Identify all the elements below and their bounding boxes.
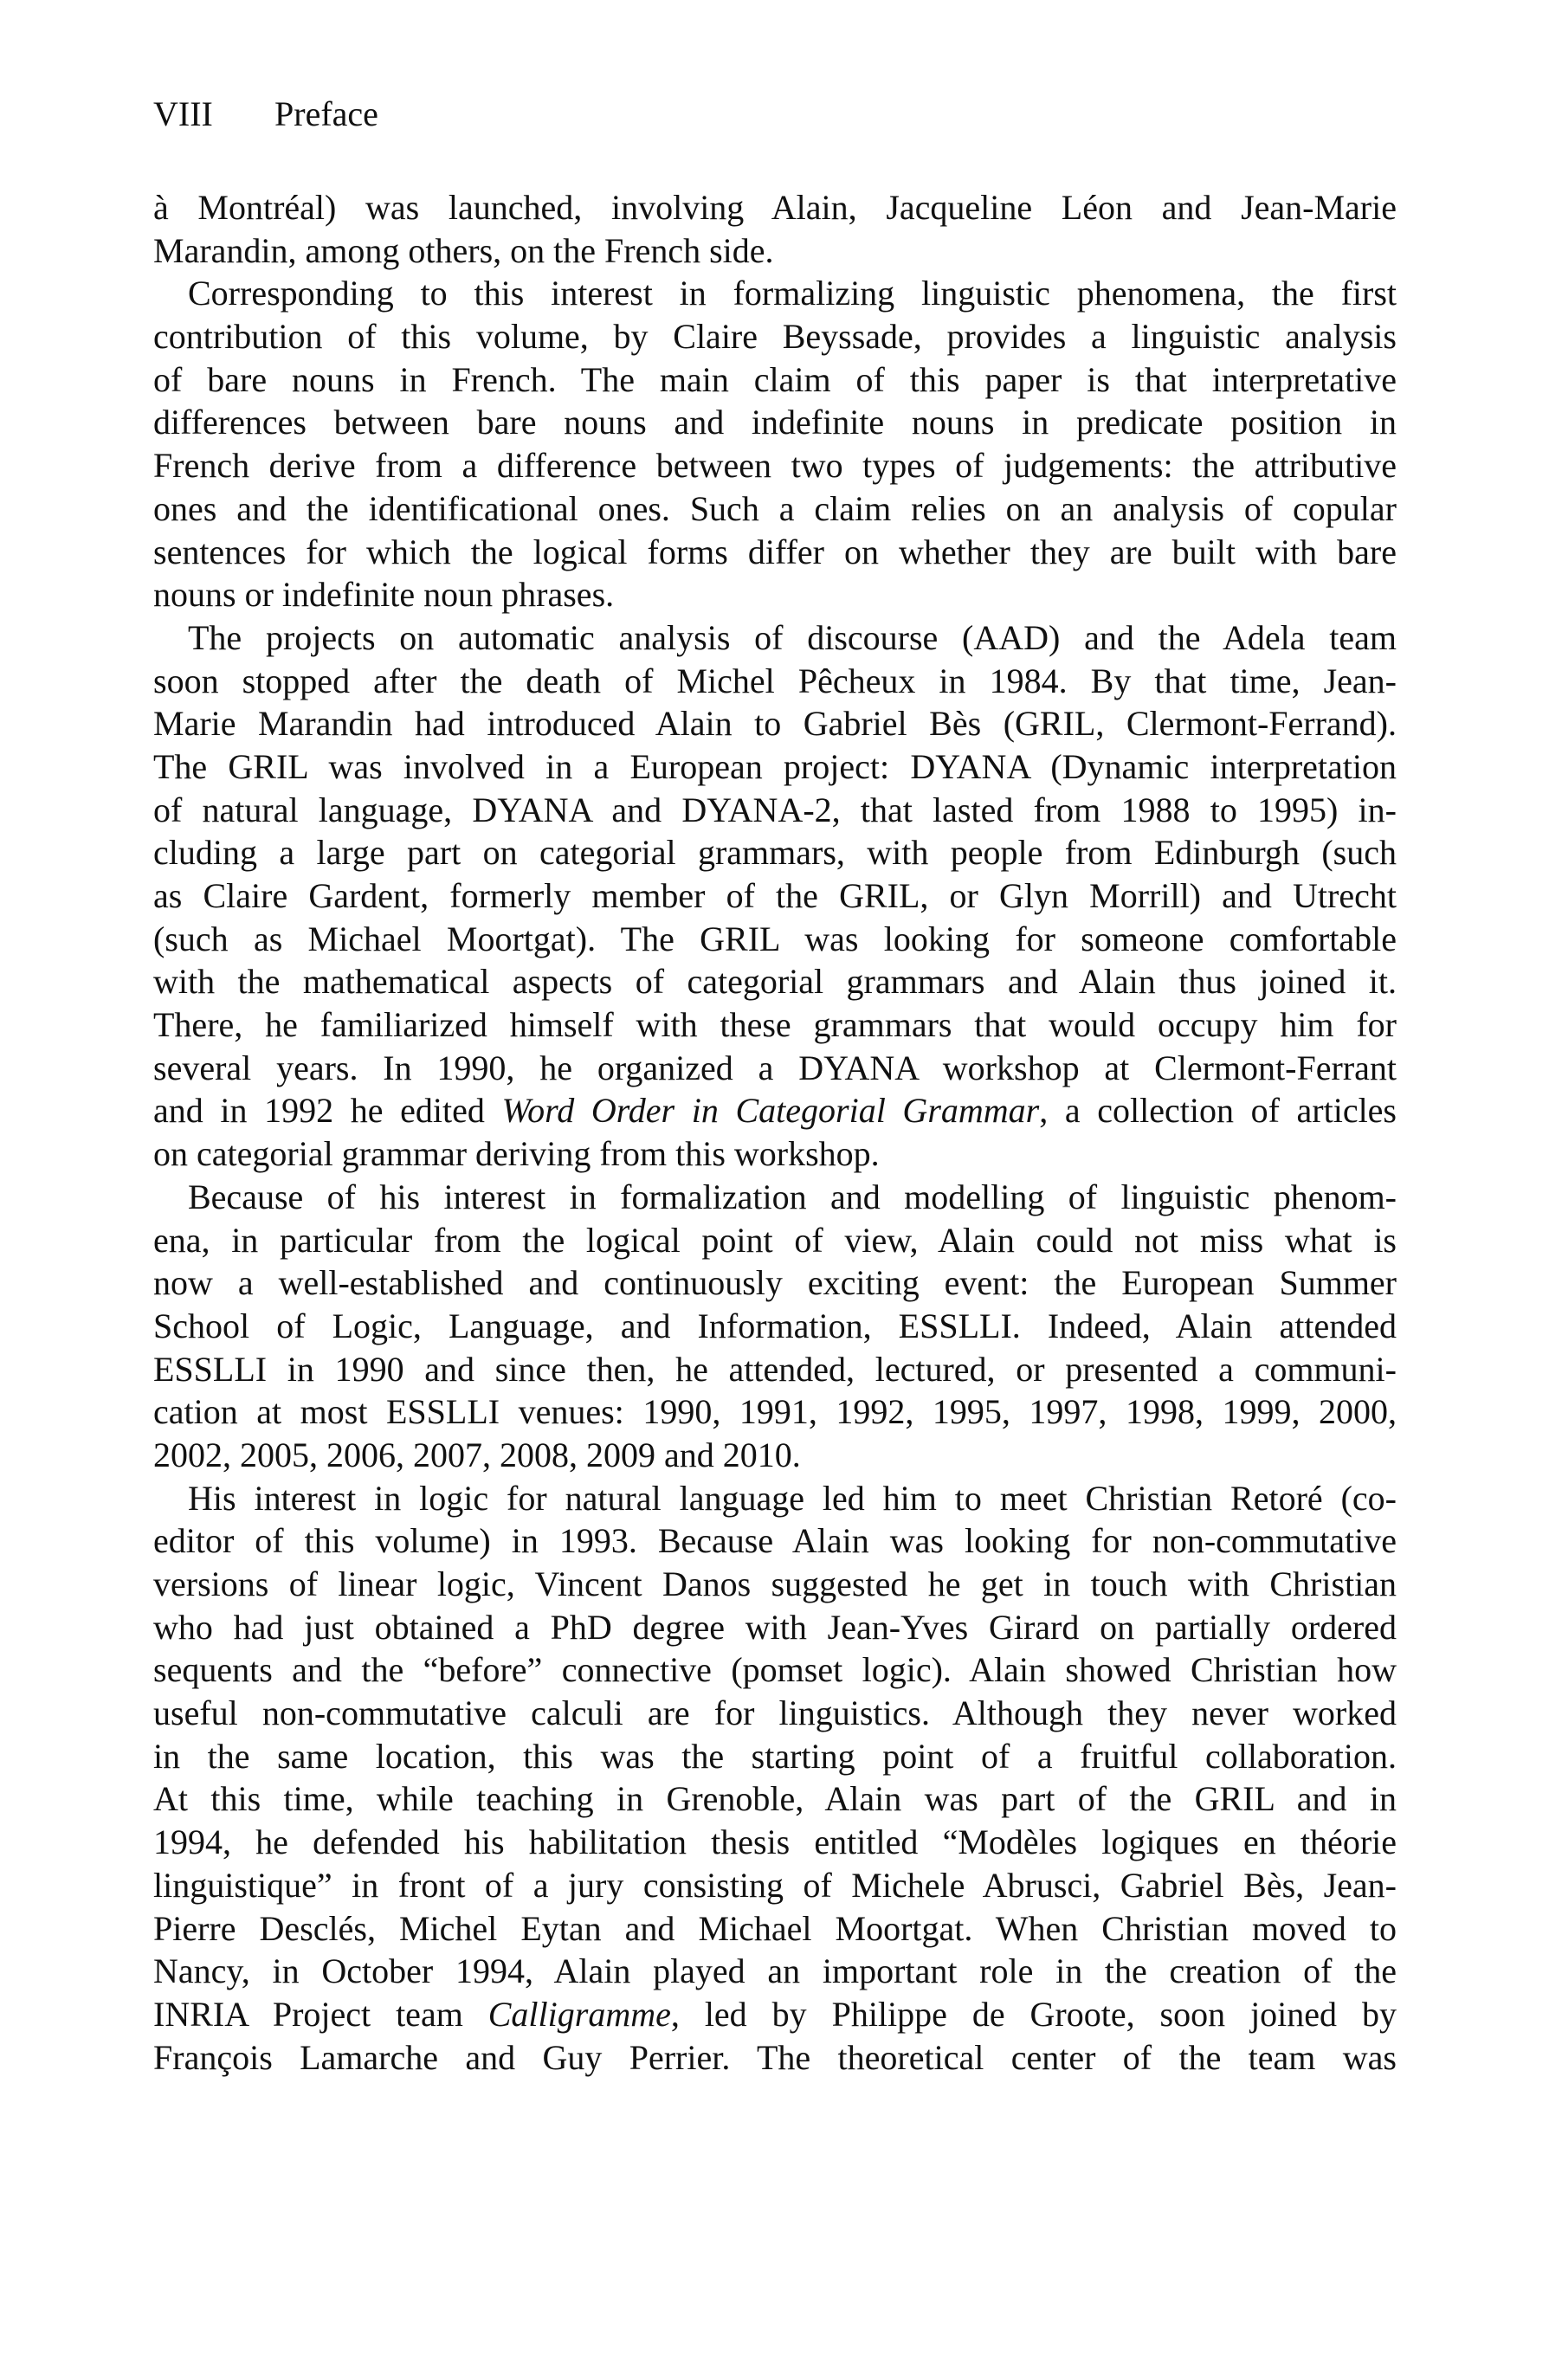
text-segment: ESSLLI in 1990 and since then, he attended, lectured, or presented a communi-	[153, 1349, 1397, 1389]
text-line	[153, 1434, 1397, 1477]
text-line	[153, 1692, 1397, 1735]
text-line	[153, 1907, 1397, 1951]
body-text	[153, 186, 1397, 2079]
italic-title: Word Order in Categorial Grammar	[501, 1091, 1040, 1131]
text-line	[153, 745, 1397, 789]
text-segment: There, he familiarized himself with these grammars that would occupy him for	[153, 1005, 1397, 1045]
text-line	[153, 401, 1397, 444]
text-segment: sentences for which the logical forms differ on whether they are built with bare	[153, 532, 1397, 571]
page-number: VIII	[153, 94, 213, 133]
text-segment: now a well-established and continuously exciting event: the European Summer	[153, 1263, 1397, 1303]
text-line	[153, 444, 1397, 487]
italic-title: Calligramme	[487, 1994, 671, 2034]
text-line	[153, 702, 1397, 745]
text-segment: nouns or indefinite noun phrases.	[153, 575, 615, 615]
text-segment: linguistique” in front of a jury consisting of Michele Abrusci, Gabriel Bès, Jean-	[153, 1865, 1397, 1905]
text-line	[153, 616, 1397, 660]
text-segment: of natural language, DYANA and DYANA-2, that lasted from 1988 to 1995) in-	[153, 790, 1397, 829]
text-line	[153, 1563, 1397, 1606]
text-line	[153, 573, 1397, 616]
text-segment: Because of his interest in formalization and modelling of linguistic phenom-	[188, 1177, 1397, 1216]
text-segment: Pierre Desclés, Michel Eytan and Michael Moortgat. When Christian moved to	[153, 1908, 1397, 1948]
text-line	[153, 1993, 1397, 2036]
text-line	[153, 1648, 1397, 1692]
text-segment: , led by Philippe de Groote, soon joined by	[670, 1994, 1397, 2034]
text-line	[153, 1003, 1397, 1047]
text-line	[153, 1777, 1397, 1821]
text-line	[153, 918, 1397, 961]
text-line	[153, 1305, 1397, 1348]
text-segment: à Montréal) was launched, involving Alain, Jacqueline Léon and Jean-Marie	[153, 188, 1397, 227]
text-line	[153, 358, 1397, 402]
text-line	[153, 1864, 1397, 1907]
text-line	[153, 1089, 1397, 1132]
text-segment: François Lamarche and Guy Perrier. The theoretical center of the team was	[153, 2037, 1397, 2077]
running-title: Preface	[274, 94, 378, 133]
text-line	[153, 1821, 1397, 1864]
text-segment: His interest in logic for natural language led him to meet Christian Retoré (co-	[188, 1478, 1397, 1518]
text-segment: useful non-commutative calculi are for linguistics. Although they never worked	[153, 1693, 1397, 1733]
text-segment: INRIA Project team	[153, 1994, 488, 2034]
text-line	[153, 487, 1397, 531]
text-line	[153, 1348, 1397, 1391]
text-segment: 2002, 2005, 2006, 2007, 2008, 2009 and 2010.	[153, 1435, 801, 1474]
text-segment: contribution of this volume, by Claire Beyssade, provides a linguistic analysis	[153, 317, 1397, 357]
text-line	[153, 1176, 1397, 1219]
text-segment: who had just obtained a PhD degree with Jean-Yves Girard on partially ordered	[153, 1607, 1397, 1647]
text-segment: 1994, he defended his habilitation thesis entitled “Modèles logiques en théorie	[153, 1822, 1397, 1862]
text-line	[153, 1047, 1397, 1090]
text-line	[153, 1132, 1397, 1176]
text-line	[153, 789, 1397, 832]
text-segment: French derive from a difference between two types of judgements: the attributive	[153, 446, 1397, 486]
text-line	[153, 315, 1397, 358]
text-segment: Marandin, among others, on the French side.	[153, 230, 774, 270]
text-segment: as Claire Gardent, formerly member of the GRIL, or Glyn Morrill) and Utrecht	[153, 876, 1397, 915]
text-segment: and in 1992 he edited	[153, 1091, 502, 1131]
text-segment: editor of this volume) in 1993. Because Alain was looking for non-commutative	[153, 1521, 1397, 1561]
text-segment: (such as Michael Moortgat). The GRIL was looking for someone comfortable	[153, 919, 1397, 958]
text-segment: School of Logic, Language, and Information, ESSLLI. Indeed, Alain attended	[153, 1306, 1397, 1345]
text-segment: cation at most ESSLLI venues: 1990, 1991, 1992, 1995, 1997, 1998, 1999, 2000,	[153, 1392, 1397, 1432]
text-segment: sequents and the “before” connective (pomset logic). Alain showed Christian how	[153, 1650, 1397, 1690]
text-line	[153, 960, 1397, 1003]
text-line	[153, 531, 1397, 574]
text-segment: , a collection of articles	[1039, 1091, 1397, 1131]
text-segment: The GRIL was involved in a European project: DYANA (Dynamic interpretation	[153, 746, 1397, 786]
text-segment: several years. In 1990, he organized a DYANA workshop at Clermont-Ferrant	[153, 1048, 1397, 1087]
text-segment: ones and the identificational ones. Such a claim relies on an analysis of copular	[153, 488, 1397, 528]
text-segment: of bare nouns in French. The main claim of this paper is that interpretative	[153, 359, 1397, 399]
text-segment: Corresponding to this interest in formalizing linguistic phenomena, the first	[188, 274, 1397, 313]
text-segment: Marie Marandin had introduced Alain to Gabriel Bès (GRIL, Clermont-Ferrand).	[153, 704, 1397, 744]
text-line	[153, 1606, 1397, 1649]
text-line	[153, 1261, 1397, 1305]
text-segment: on categorial grammar deriving from this workshop.	[153, 1134, 880, 1174]
text-line	[153, 186, 1397, 229]
text-line	[153, 1735, 1397, 1778]
text-segment: cluding a large part on categorial grammars, with people from Edinburgh (such	[153, 833, 1397, 873]
text-line	[153, 1477, 1397, 1520]
text-line	[153, 660, 1397, 703]
text-segment: Nancy, in October 1994, Alain played an important role in the creation of the	[153, 1951, 1397, 1991]
text-line	[153, 2036, 1397, 2080]
text-segment: versions of linear logic, Vincent Danos suggested he get in touch with Christian	[153, 1564, 1397, 1603]
text-line	[153, 1950, 1397, 1993]
text-segment: ena, in particular from the logical point of view, Alain could not miss what is	[153, 1220, 1397, 1260]
text-line	[153, 272, 1397, 315]
text-segment: differences between bare nouns and indefinite nouns in predicate position in	[153, 403, 1397, 442]
text-line	[153, 1519, 1397, 1563]
text-line	[153, 1219, 1397, 1262]
text-segment: with the mathematical aspects of categorial grammars and Alain thus joined it.	[153, 962, 1397, 1002]
text-segment: At this time, while teaching in Grenoble, Alain was part of the GRIL and in	[153, 1779, 1397, 1819]
text-segment: The projects on automatic analysis of discourse (AAD) and the Adela team	[188, 617, 1397, 657]
text-segment: soon stopped after the death of Michel Pêcheux in 1984. By that time, Jean-	[153, 661, 1397, 700]
text-line	[153, 229, 1397, 273]
text-segment: in the same location, this was the starting point of a fruitful collaboration.	[153, 1736, 1397, 1776]
text-line	[153, 1390, 1397, 1434]
text-line	[153, 874, 1397, 918]
text-line	[153, 831, 1397, 874]
